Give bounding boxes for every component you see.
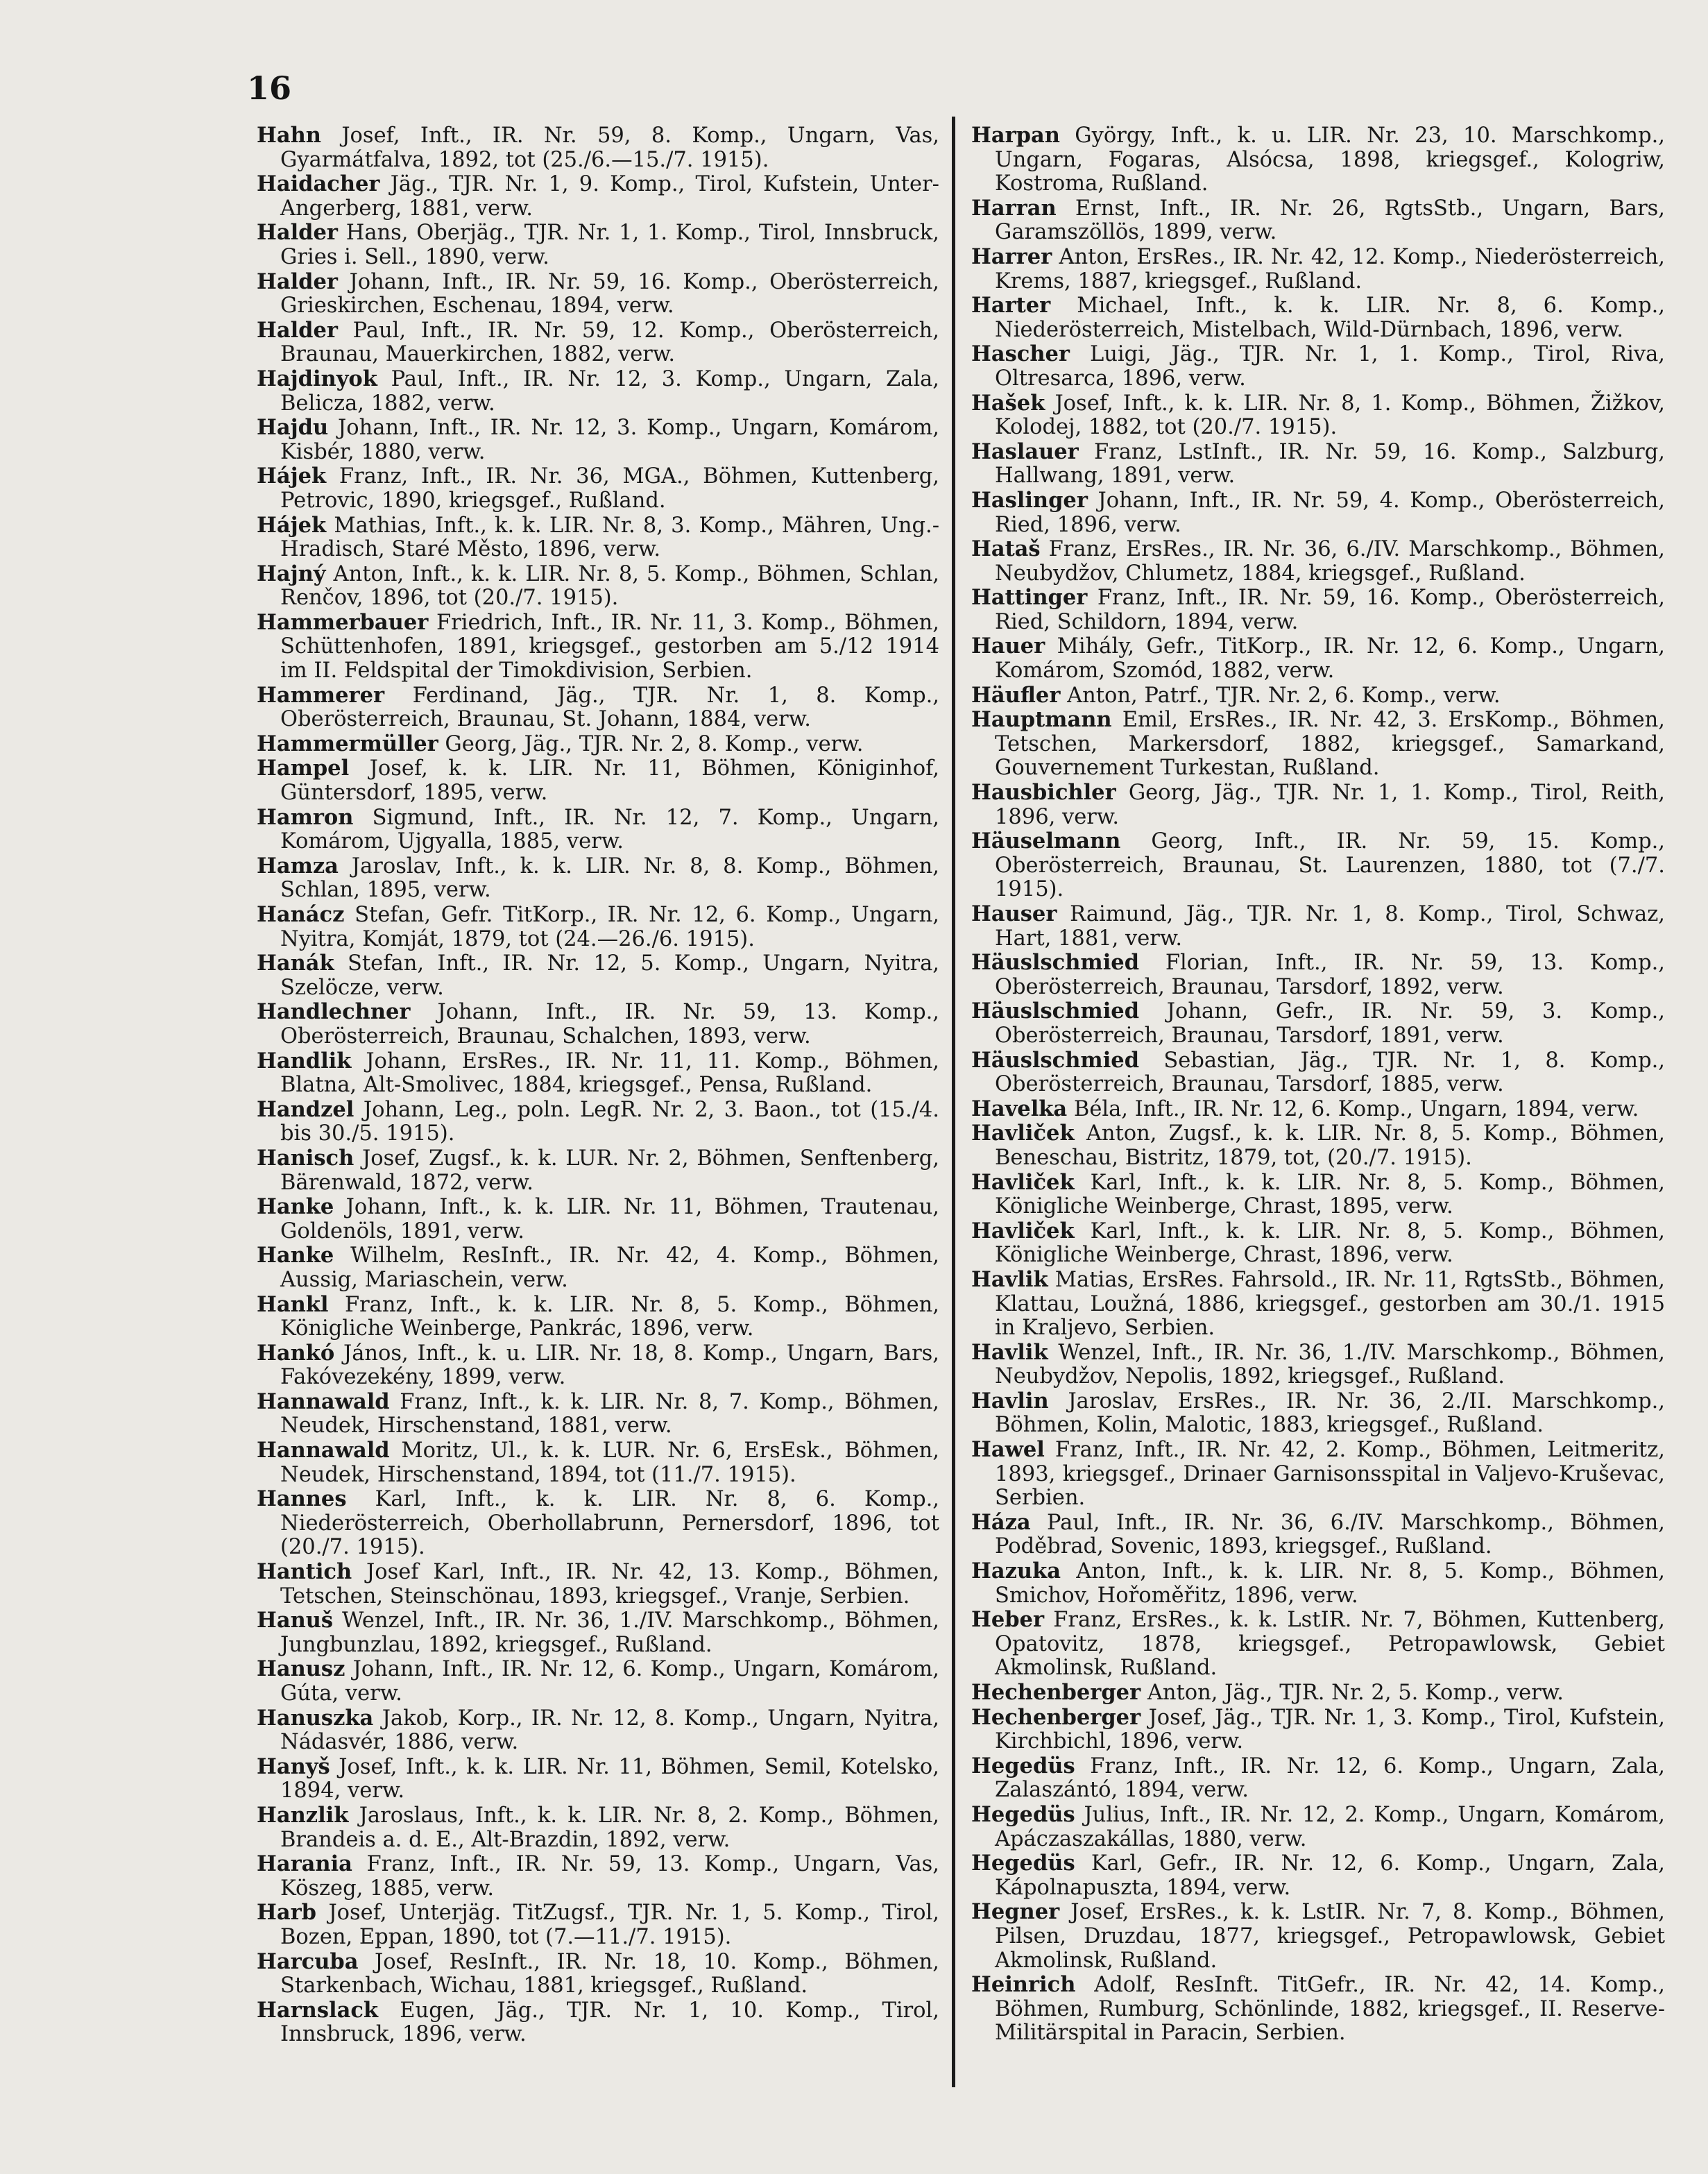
entry-surname: Hechenberger <box>971 1680 1141 1705</box>
entry-details: Anton, Inft., k. k. LIR. Nr. 8, 5. Komp., Böhmen, Smichov, Hořoměřitz, 1896, verw. <box>995 1559 1665 1608</box>
list-entry <box>257 1000 939 1048</box>
entry-details: Raimund, Jäg., TJR. Nr. 1, 8. Komp., Tirol, Schwaz, Hart, 1881, verw. <box>995 902 1665 951</box>
entry-surname: Hanisch <box>257 1145 355 1171</box>
entry-details: Karl, Inft., k. k. LIR. Nr. 8, 6. Komp., Niederösterreich, Oberhollabrunn, Pernersdorf, 1896, tot (20./7. 1915). <box>280 1487 939 1560</box>
entry-surname: Hajdu <box>257 415 329 441</box>
entry-details: Jaroslav, Inft., k. k. LIR. Nr. 8, 8. Komp., Böhmen, Schlan, 1895, verw. <box>280 854 939 903</box>
entry-details: Friedrich, Inft., IR. Nr. 11, 3. Komp., Böhmen, Schüttenhofen, 1891, kriegsgef., gestorben am 5./12 1914 im II. Feldspital der Timokdivision, Serbien. <box>280 610 939 683</box>
entry-surname: Hamron <box>257 804 354 830</box>
list-entry <box>257 806 939 854</box>
entry-details: Johann, Inft., IR. Nr. 12, 6. Komp., Ungarn, Komárom, Gúta, verw. <box>280 1657 939 1706</box>
list-entry <box>971 1341 1665 1389</box>
list-entry <box>971 1706 1665 1754</box>
list-entry <box>971 829 1665 902</box>
entry-surname: Hannawald <box>257 1438 390 1463</box>
entry-surname: Havelka <box>971 1096 1068 1121</box>
list-entry <box>257 683 939 732</box>
entry-surname: Häufler <box>971 682 1061 708</box>
entry-details: Michael, Inft., k. k. LIR. Nr. 8, 6. Komp., Niederösterreich, Mistelbach, Wild-Dürnbach, 1896, verw. <box>995 294 1666 342</box>
entry-details: Sigmund, Inft., IR. Nr. 12, 7. Komp., Ungarn, Komárom, Ujgyalla, 1885, verw. <box>280 805 939 854</box>
list-entry <box>257 1049 939 1098</box>
entry-details: Jaroslav, ErsRes., IR. Nr. 36, 2./II. Marschkomp., Böhmen, Kolin, Malotic, 1883, kriegsgef., Rußland. <box>995 1389 1666 1438</box>
list-entry <box>971 1803 1665 1851</box>
entry-details: Wenzel, Inft., IR. Nr. 36, 1./IV. Marschkomp., Böhmen, Jungbunzlau, 1892, kriegsgef., Rußland. <box>280 1608 939 1657</box>
list-entry <box>971 1048 1665 1097</box>
list-entry <box>971 586 1665 634</box>
list-entry <box>257 903 939 951</box>
list-entry <box>971 196 1665 245</box>
entry-surname: Havlik <box>971 1266 1048 1292</box>
page-number: 16 <box>247 69 292 107</box>
list-entry <box>257 854 939 903</box>
list-entry <box>257 1950 939 1998</box>
list-entry <box>257 221 939 269</box>
entry-details: Josef Karl, Inft., IR. Nr. 42, 13. Komp., Böhmen, Tetschen, Steinschönau, 1893, kriegsgef., Vranje, Serbien. <box>280 1560 939 1608</box>
list-entry <box>257 1755 939 1803</box>
entry-details: Ernst, Inft., IR. Nr. 26, RgtsStb., Ungarn, Bars, Garamszöllös, 1899, verw. <box>995 196 1665 245</box>
list-entry <box>257 1146 939 1195</box>
entry-details: Anton, Zugsf., k. k. LIR. Nr. 8, 5. Komp., Böhmen, Beneschau, Bistritz, 1879, tot, (20./7. 1915). <box>995 1121 1665 1170</box>
list-entry <box>971 1268 1665 1341</box>
entry-details: Johann, Inft., IR. Nr. 59, 13. Komp., Oberösterreich, Braunau, Schalchen, 1893, verw. <box>280 1000 939 1048</box>
entry-surname: Hegedüs <box>971 1753 1075 1778</box>
list-entry <box>971 781 1665 829</box>
entry-details: Johann, Inft., IR. Nr. 59, 4. Komp., Oberösterreich, Ried, 1896, verw. <box>995 488 1665 537</box>
entry-details: Ferdinand, Jäg., TJR. Nr. 1, 8. Komp., Oberösterreich, Braunau, St. Johann, 1884, verw. <box>280 683 940 732</box>
entry-details: Wilhelm, ResInft., IR. Nr. 42, 4. Komp., Böhmen, Aussig, Mariaschein, verw. <box>280 1243 939 1292</box>
entry-surname: Hechenberger <box>971 1704 1141 1730</box>
list-entry <box>971 634 1665 683</box>
entry-details: Johann, Inft., IR. Nr. 12, 3. Komp., Ungarn, Komárom, Kisbér, 1880, verw. <box>280 416 939 464</box>
entry-surname: Hawel <box>971 1437 1045 1463</box>
entry-details: Georg, Jäg., TJR. Nr. 2, 8. Komp., verw. <box>445 731 864 756</box>
list-entry <box>971 1559 1665 1608</box>
entry-surname: Hammerbauer <box>257 609 429 635</box>
entry-details: Franz, Inft., IR. Nr. 36, MGA., Böhmen, Kuttenberg, Petrovic, 1890, kriegsgef., Rußland. <box>280 464 939 513</box>
list-entry <box>257 1487 939 1560</box>
entry-details: János, Inft., k. u. LIR. Nr. 18, 8. Komp., Ungarn, Bars, Fakóvezekény, 1899, verw. <box>280 1341 939 1390</box>
list-entry <box>971 1121 1665 1170</box>
entry-details: Paul, Inft., IR. Nr. 12, 3. Komp., Ungarn, Zala, Belicza, 1882, verw. <box>280 366 939 416</box>
entry-surname: Hannawald <box>257 1389 390 1414</box>
entry-surname: Hankl <box>257 1291 329 1317</box>
entry-surname: Heinrich <box>971 1972 1076 1998</box>
entry-details: Sebastian, Jäg., TJR. Nr. 1, 8. Komp., Oberösterreich, Braunau, Tarsdorf, 1885, verw. <box>995 1048 1665 1097</box>
list-entry <box>257 1706 939 1755</box>
entry-details: Karl, Inft., k. k. LIR. Nr. 8, 5. Komp., Böhmen, Königliche Weinberge, Chrast, 1895, verw. <box>995 1170 1665 1219</box>
entry-details: Johann, Gefr., IR. Nr. 59, 3. Komp., Oberösterreich, Braunau, Tarsdorf, 1891, verw. <box>995 999 1666 1048</box>
list-entry <box>257 1243 939 1292</box>
list-entry <box>257 1341 939 1390</box>
entry-surname: Hauser <box>971 901 1057 926</box>
entry-details: Josef, Inft., k. k. LIR. Nr. 8, 1. Komp., Böhmen, Žižkov, Kolodej, 1882, tot (20./7. 1915). <box>995 391 1665 440</box>
list-entry <box>971 1097 1665 1122</box>
entry-details: Franz, Inft., IR. Nr. 12, 6. Komp., Ungarn, Zala, Zalaszántó, 1894, verw. <box>995 1753 1665 1803</box>
entry-surname: Handlik <box>257 1048 352 1073</box>
entry-details: Stefan, Gefr. TitKorp., IR. Nr. 12, 6. Komp., Ungarn, Nyitra, Komját, 1879, tot (24.—26./6. 1915). <box>280 903 939 951</box>
entry-details: Hans, Oberjäg., TJR. Nr. 1, 1. Komp., Tirol, Innsbruck, Gries i. Sell., 1890, verw. <box>280 221 939 269</box>
entry-details: Josef, Unterjäg. TitZugsf., TJR. Nr. 1, 5. Komp., Tirol, Bozen, Eppan, 1890, tot (7.—11./7. 1915). <box>280 1901 939 1949</box>
entry-details: Karl, Gefr., IR. Nr. 12, 6. Komp., Ungarn, Zala, Kápolnapuszta, 1894, verw. <box>995 1851 1665 1900</box>
list-entry <box>971 342 1665 391</box>
entry-details: Adolf, ResInft. TitGefr., IR. Nr. 42, 14. Komp., Böhmen, Rumburg, Schönlinde, 1882, kriegsgef., II. Reserve-Militärspital in Paracin, Serbien. <box>995 1973 1666 2046</box>
list-entry <box>257 1998 939 2047</box>
entry-surname: Hanyš <box>257 1753 330 1779</box>
right-column <box>971 124 1665 2046</box>
entry-details: Wenzel, Inft., IR. Nr. 36, 1./IV. Marschkomp., Böhmen, Neubydžov, Nepolis, 1892, kriegsgef., Rußland. <box>995 1340 1665 1389</box>
list-entry <box>971 683 1665 708</box>
entry-details: Paul, Inft., IR. Nr. 59, 12. Komp., Oberösterreich, Braunau, Mauerkirchen, 1882, verw. <box>280 318 939 367</box>
entry-surname: Hausbichler <box>971 780 1116 806</box>
entry-surname: Halder <box>257 220 338 246</box>
list-entry <box>257 1293 939 1341</box>
entry-details: Franz, Inft., IR. Nr. 42, 2. Komp., Böhmen, Leitmeritz, 1893, kriegsgef., Drinaer Garnisonsspital in Valjevo-Kruševac, Serbien. <box>995 1438 1665 1511</box>
entry-surname: Havliček <box>971 1169 1075 1195</box>
entry-surname: Hanke <box>257 1194 334 1220</box>
list-entry <box>971 902 1665 951</box>
list-entry <box>971 294 1665 342</box>
entry-surname: Hahn <box>257 123 321 148</box>
entry-details: Josef, k. k. LIR. Nr. 11, Böhmen, Königinhof, Güntersdorf, 1895, verw. <box>280 756 940 806</box>
list-entry <box>257 270 939 319</box>
list-entry <box>257 464 939 513</box>
entry-details: Jakob, Korp., IR. Nr. 12, 8. Komp., Ungarn, Nyitra, Nádasvér, 1886, verw. <box>280 1706 939 1755</box>
entry-details: Franz, Inft., k. k. LIR. Nr. 8, 5. Komp., Böhmen, Königliche Weinberge, Pankrác, 1896, verw. <box>280 1292 939 1341</box>
entry-surname: Häuselmann <box>971 829 1121 854</box>
list-entry <box>971 1608 1665 1681</box>
entry-details: Mihály, Gefr., TitKorp., IR. Nr. 12, 6. Komp., Ungarn, Komárom, Szomód, 1882, verw. <box>995 634 1665 683</box>
entry-surname: Harter <box>971 293 1051 319</box>
entry-details: Johann, Leg., poln. LegR. Nr. 2, 3. Baon., tot (15./4. bis 30./5. 1915). <box>280 1097 939 1146</box>
entry-surname: Hanuszka <box>257 1705 374 1731</box>
list-entry <box>971 1900 1665 1973</box>
entry-surname: Halder <box>257 317 338 343</box>
entry-details: Josef, Jäg., TJR. Nr. 1, 3. Komp., Tirol, Kufstein, Kirchbichl, 1896, verw. <box>995 1705 1666 1754</box>
entry-surname: Hantich <box>257 1559 352 1585</box>
entry-surname: Hajdinyok <box>257 366 377 391</box>
entry-details: Anton, Jäg., TJR. Nr. 2, 5. Komp., verw. <box>1147 1681 1564 1705</box>
entry-details: Franz, ErsRes., k. k. LstIR. Nr. 7, Böhmen, Kuttenberg, Opatovitz, 1878, kriegsgef., Petropawlowsk, Gebiet Akmolinsk, Rußland. <box>995 1608 1665 1681</box>
list-entry <box>257 1803 939 1852</box>
entry-details: György, Inft., k. u. LIR. Nr. 23, 10. Marschkomp., Ungarn, Fogaras, Alsócsa, 1898, kriegsgef., Kologriw, Kostroma, Rußland. <box>995 124 1665 196</box>
entry-surname: Halder <box>257 269 338 294</box>
entry-details: Franz, Inft., IR. Nr. 59, 13. Komp., Ungarn, Vas, Köszeg, 1885, verw. <box>280 1852 939 1901</box>
list-entry <box>257 1560 939 1608</box>
entry-details: Johann, ErsRes., IR. Nr. 11, 11. Komp., Böhmen, Blatna, Alt-Smolivec, 1884, kriegsgef., Pensa, Rußland. <box>280 1048 939 1098</box>
entry-surname: Hattinger <box>971 585 1088 611</box>
list-entry <box>257 416 939 464</box>
list-entry <box>257 172 939 221</box>
entry-details: Béla, Inft., IR. Nr. 12, 6. Komp., Ungarn, 1894, verw. <box>1073 1096 1639 1121</box>
list-entry <box>257 124 939 172</box>
entry-surname: Hankó <box>257 1340 335 1366</box>
entry-surname: Hanusz <box>257 1656 345 1682</box>
list-entry <box>257 1608 939 1657</box>
entry-surname: Havliček <box>971 1218 1075 1243</box>
entry-surname: Hegner <box>971 1899 1060 1925</box>
entry-details: Franz, LstInft., IR. Nr. 59, 16. Komp., Salzburg, Hallwang, 1891, verw. <box>995 439 1665 489</box>
list-entry <box>257 732 939 757</box>
entry-surname: Haidacher <box>257 171 380 197</box>
entry-details: Johann, Inft., IR. Nr. 59, 16. Komp., Oberösterreich, Grieskirchen, Eschenau, 1894, verw. <box>280 269 940 319</box>
entry-details: Georg, Jäg., TJR. Nr. 1, 1. Komp., Tirol, Reith, 1896, verw. <box>995 781 1665 829</box>
entry-surname: Handzel <box>257 1096 355 1122</box>
entry-surname: Hanácz <box>257 902 345 927</box>
entry-surname: Hataš <box>971 536 1041 562</box>
entry-details: Josef, ResInft., IR. Nr. 18, 10. Komp., Böhmen, Starkenbach, Wichau, 1881, kriegsgef., Rußland. <box>280 1949 939 1998</box>
entry-surname: Hazuka <box>971 1559 1061 1584</box>
list-entry <box>971 1681 1665 1706</box>
entry-surname: Hanke <box>257 1243 334 1268</box>
entry-surname: Haslinger <box>971 487 1088 513</box>
list-entry <box>971 1389 1665 1438</box>
list-entry <box>257 562 939 611</box>
entry-details: Florian, Inft., IR. Nr. 59, 13. Komp., Oberösterreich, Braunau, Tarsdorf, 1892, verw. <box>995 951 1665 999</box>
entry-surname: Hammermüller <box>257 731 438 756</box>
list-entry <box>971 440 1665 489</box>
entry-surname: Hampel <box>257 756 350 781</box>
entry-details: Franz, ErsRes., IR. Nr. 36, 6./IV. Marschkomp., Böhmen, Neubydžov, Chlumetz, 1884, kriegsgef., Rußland. <box>995 537 1665 586</box>
list-entry <box>257 951 939 1000</box>
list-entry <box>257 1901 939 1949</box>
entry-details: Moritz, Ul., k. k. LUR. Nr. 6, ErsEsk., Böhmen, Neudek, Hirschenstand, 1894, tot (11./7. 1915). <box>280 1438 939 1487</box>
list-entry <box>257 1852 939 1901</box>
entry-surname: Hegedüs <box>971 1851 1075 1876</box>
entry-surname: Harcuba <box>257 1948 359 1974</box>
entry-surname: Hanzlik <box>257 1802 349 1828</box>
list-entry <box>971 1438 1665 1511</box>
list-entry <box>971 951 1665 999</box>
entry-surname: Havlik <box>971 1339 1048 1365</box>
entry-surname: Hauer <box>971 634 1045 659</box>
entry-surname: Hammerer <box>257 682 385 708</box>
list-entry <box>971 124 1665 196</box>
entry-surname: Hajný <box>257 561 326 586</box>
entry-surname: Harania <box>257 1851 352 1877</box>
list-entry <box>257 1390 939 1438</box>
entry-details: Emil, ErsRes., IR. Nr. 42, 3. ErsKomp., Böhmen, Tetschen, Markersdorf, 1882, kriegsgef., Samarkand, Gouvernement Turkestan, Rußland. <box>995 708 1665 781</box>
entry-surname: Háza <box>971 1509 1031 1535</box>
entry-surname: Harpan <box>971 123 1060 148</box>
entry-details: Luigi, Jäg., TJR. Nr. 1, 1. Komp., Tirol, Riva, Oltresarca, 1896, verw. <box>995 342 1665 391</box>
entry-surname: Hašek <box>971 390 1045 416</box>
entry-surname: Hamza <box>257 853 339 878</box>
list-entry <box>257 756 939 805</box>
entry-surname: Handlechner <box>257 999 411 1025</box>
list-entry <box>257 1195 939 1243</box>
list-entry <box>971 999 1665 1048</box>
list-entry <box>257 319 939 367</box>
list-entry <box>971 1851 1665 1900</box>
entry-details: Jäg., TJR. Nr. 1, 9. Komp., Tirol, Kufstein, Unter-Angerberg, 1881, verw. <box>280 172 939 221</box>
entry-details: Matias, ErsRes. Fahrsold., IR. Nr. 11, RgtsStb., Böhmen, Klattau, Loužná, 1886, kriegsgef., gestorben am 30./1. 1915 in Kraljevo, Serbien. <box>995 1267 1665 1341</box>
entry-details: Franz, Inft., IR. Nr. 59, 16. Komp., Oberösterreich, Ried, Schildorn, 1894, verw. <box>995 586 1665 634</box>
entry-surname: Harb <box>257 1900 316 1926</box>
entry-details: Eugen, Jäg., TJR. Nr. 1, 10. Komp., Tirol, Innsbruck, 1896, verw. <box>280 1998 939 2047</box>
entry-surname: Havlin <box>971 1388 1049 1413</box>
entry-surname: Havliček <box>971 1121 1075 1146</box>
entry-details: Georg, Inft., IR. Nr. 59, 15. Komp., Oberösterreich, Braunau, St. Laurenzen, 1880, tot (7./7. 1915). <box>995 829 1665 902</box>
entry-details: Stefan, Inft., IR. Nr. 12, 5. Komp., Ungarn, Nyitra, Szelöcze, verw. <box>280 951 940 1000</box>
entry-surname: Haslauer <box>971 439 1079 464</box>
entry-details: Anton, ErsRes., IR. Nr. 42, 12. Komp., Niederösterreich, Krems, 1887, kriegsgef., Rußland. <box>995 244 1666 294</box>
entry-surname: Hauptmann <box>971 707 1112 733</box>
entry-details: Josef, ErsRes., k. k. LstIR. Nr. 7, 8. Komp., Böhmen, Pilsen, Druzdau, 1877, kriegsgef., Petropawlowsk, Gebiet Akmolinsk, Rußland. <box>995 1900 1665 1973</box>
list-entry <box>257 1438 939 1487</box>
entry-details: Franz, Inft., k. k. LIR. Nr. 8, 7. Komp., Böhmen, Neudek, Hirschenstand, 1881, verw. <box>280 1389 939 1438</box>
entry-details: Josef, Inft., k. k. LIR. Nr. 11, Böhmen, Semil, Kotelsko, 1894, verw. <box>280 1754 939 1803</box>
entry-surname: Häuslschmied <box>971 1047 1140 1073</box>
entry-details: Johann, Inft., k. k. LIR. Nr. 11, Böhmen, Trautenau, Goldenöls, 1891, verw. <box>280 1195 940 1243</box>
entry-surname: Harrer <box>971 244 1052 269</box>
left-column <box>257 124 939 2047</box>
entry-surname: Hascher <box>971 341 1070 367</box>
entry-details: Paul, Inft., IR. Nr. 36, 6./IV. Marschkomp., Böhmen, Poděbrad, Sovenic, 1893, kriegsgef., Rußland. <box>995 1510 1665 1559</box>
entry-surname: Harnslack <box>257 1997 379 2023</box>
entry-details: Julius, Inft., IR. Nr. 12, 2. Komp., Ungarn, Komárom, Apáczaszakállas, 1880, verw. <box>995 1802 1665 1851</box>
list-entry <box>971 708 1665 781</box>
entry-details: Mathias, Inft., k. k. LIR. Nr. 8, 3. Komp., Mähren, Ung.-Hradisch, Staré Město, 1896, verw. <box>280 513 939 562</box>
list-entry <box>971 1511 1665 1559</box>
entry-surname: Häuslschmied <box>971 950 1140 976</box>
list-entry <box>971 1219 1665 1268</box>
entry-surname: Hannes <box>257 1486 347 1512</box>
entry-details: Jaroslaus, Inft., k. k. LIR. Nr. 8, 2. Komp., Böhmen, Brandeis a. d. E., Alt-Brazdin, 1892, verw. <box>280 1803 939 1852</box>
entry-surname: Hanák <box>257 951 334 976</box>
entry-surname: Heber <box>971 1607 1045 1633</box>
entry-surname: Häuslschmied <box>971 999 1140 1024</box>
entry-surname: Hájek <box>257 512 327 538</box>
entry-surname: Hanuš <box>257 1608 334 1633</box>
column-divider <box>952 117 955 2087</box>
entry-surname: Harran <box>971 195 1057 221</box>
list-entry <box>257 513 939 562</box>
entry-details: Anton, Patrf., TJR. Nr. 2, 6. Komp., verw. <box>1067 683 1501 708</box>
entry-details: Josef, Zugsf., k. k. LUR. Nr. 2, Böhmen, Senftenberg, Bärenwald, 1872, verw. <box>280 1146 939 1195</box>
list-entry <box>971 537 1665 586</box>
list-entry <box>971 391 1665 440</box>
list-entry <box>257 1657 939 1706</box>
entry-details: Anton, Inft., k. k. LIR. Nr. 8, 5. Komp., Böhmen, Schlan, Renčov, 1896, tot (20./7. 1915). <box>280 561 939 611</box>
entry-details: Karl, Inft., k. k. LIR. Nr. 8, 5. Komp., Böhmen, Königliche Weinberge, Chrast, 1896, verw. <box>995 1218 1665 1268</box>
list-entry <box>971 489 1665 537</box>
list-entry <box>971 1171 1665 1219</box>
list-entry <box>257 1098 939 1146</box>
entry-surname: Hájek <box>257 464 327 489</box>
list-entry <box>971 1754 1665 1803</box>
list-entry <box>257 611 939 683</box>
list-entry <box>257 367 939 416</box>
list-entry <box>971 1973 1665 2046</box>
entry-surname: Hegedüs <box>971 1801 1075 1827</box>
list-entry <box>971 245 1665 294</box>
entry-details: Josef, Inft., IR. Nr. 59, 8. Komp., Ungarn, Vas, Gyarmátfalva, 1892, tot (25./6.—15./7. 1915). <box>280 124 939 172</box>
